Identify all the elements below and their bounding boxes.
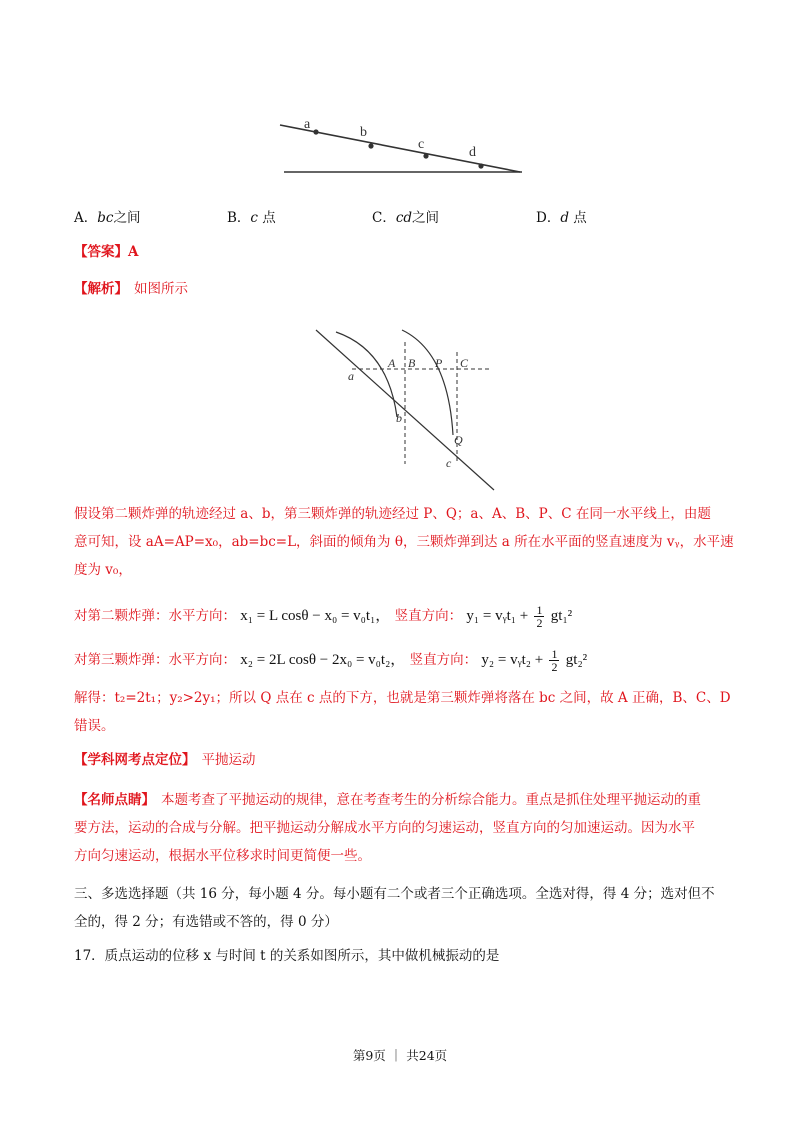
eq2-fraction [549, 648, 559, 673]
trajectory-second-bomb [336, 332, 397, 417]
fig2-label-B: B [408, 356, 416, 370]
point-b [368, 143, 373, 148]
eq1-horizontal: x₁ = L cosθ − x₀ = v₀t₁， [240, 608, 391, 624]
option-b[interactable] [227, 206, 276, 226]
solution-line-1: 解得：t₂=2t₁；y₂>2y₁；所以 Q 点在 c 点的下方，也就是第三颗炸弹将落在 bc 之间，故 A 正确，B、C、D [74, 690, 731, 706]
eq1-prefix: 对第二颗炸弹：水平方向： [74, 608, 236, 624]
incline-figure-1 [270, 108, 530, 180]
question-17: 17．质点运动的位移 x 与时间 t 的关系如图所示，其中做机械振动的是 [74, 948, 500, 964]
eq2-frac-den: 2 [551, 660, 558, 674]
explanation-line-3: 度为 v₀， [74, 562, 132, 578]
topic-text: 平抛运动 [201, 752, 256, 768]
topic-label: 【学科网考点定位】 [74, 752, 196, 768]
answer-line [74, 242, 138, 262]
teacher-line-2: 要方法，运动的合成与分解。把平抛运动分解成水平方向的匀速运动，竖直方向的匀加速运动。因为水平 [74, 820, 695, 836]
option-d-var: d [560, 210, 569, 226]
fig2-label-P: P [435, 356, 443, 370]
analysis-line [74, 279, 188, 299]
option-c-text: 之间 [412, 210, 440, 226]
eq2-mid: 竖直方向： [409, 652, 478, 668]
eq1-vertical: y₁ = vᵧt₁ + [466, 608, 529, 624]
explanation-paragraph [74, 500, 734, 584]
section-3-line-2: 全的，得 2 分；有选错或不答的，得 0 分） [74, 914, 338, 930]
eq2-frac-num: 1 [551, 647, 558, 661]
option-b-text: 点 [257, 210, 276, 226]
option-a[interactable] [74, 206, 140, 226]
point-a [313, 129, 318, 134]
equation-second-bomb [74, 604, 572, 629]
solution-paragraph [74, 684, 754, 740]
eq1-fraction [534, 604, 544, 629]
point-c [423, 153, 428, 158]
answer-value: A [128, 244, 139, 260]
eq1-mid: 竖直方向： [394, 608, 463, 624]
fig2-label-A: A [388, 356, 396, 370]
explanation-line-1: 假设第二颗炸弹的轨迹经过 a、b，第三颗炸弹的轨迹经过 P、Q；a、A、B、P、C 在同一水平线上，由题 [74, 506, 711, 522]
label-b: b [360, 125, 367, 140]
eq1-tail: gt₁² [550, 608, 573, 624]
option-d-key: D． [536, 210, 561, 226]
eq2-horizontal: x₂ = 2L cosθ − 2x₀ = v₀t₂， [240, 652, 406, 668]
incline-line-2 [316, 330, 494, 490]
option-d-text: 点 [568, 210, 587, 226]
teacher-line-3: 方向匀速运动，根据水平位移求时间更简便一些。 [74, 848, 371, 864]
trajectory-third-bomb [402, 330, 453, 435]
label-a: a [304, 117, 311, 132]
eq2-tail: gt₂² [565, 652, 588, 668]
section-3-line-1: 三、多选选择题（共 16 分，每小题 4 分。每小题有二个或者三个正确选项。全选对得，得 4 分；选对但不 [74, 886, 715, 902]
label-c: c [418, 137, 425, 152]
analysis-text: 如图所示 [134, 281, 188, 297]
point-d [478, 163, 483, 168]
option-b-key: B． [227, 210, 251, 226]
option-d[interactable] [536, 206, 587, 226]
eq2-prefix: 对第三颗炸弹：水平方向： [74, 652, 236, 668]
fig2-label-C: C [460, 356, 469, 370]
fig2-label-c: c [446, 456, 452, 470]
option-b-var: c [250, 210, 258, 226]
teacher-line-1: 本题考查了平抛运动的规律，意在考查考生的分析综合能力。重点是抓住处理平抛运动的重 [161, 792, 701, 808]
section-3-heading [74, 880, 754, 936]
option-a-var: bc [97, 210, 114, 226]
teacher-note [74, 786, 754, 870]
option-c-var: cd [395, 210, 413, 226]
teacher-label: 【名师点睛】 [74, 792, 155, 808]
eq2-vertical: y₂ = vᵧt₂ + [481, 652, 544, 668]
option-c-key: C． [372, 210, 396, 226]
label-d: d [469, 145, 476, 160]
equation-third-bomb [74, 648, 587, 673]
page-footer: 第9页 ｜ 共24页 [352, 1048, 448, 1063]
explanation-line-2: 意可知，设 aA=AP=x₀，ab=bc=L，斜面的倾角为 θ，三颗炸弹到达 a 所在水平面的竖直速度为 vᵧ，水平速 [74, 534, 734, 550]
option-a-key: A． [74, 210, 98, 226]
fig2-label-b: b [396, 411, 402, 425]
option-c[interactable] [372, 206, 439, 226]
answer-label: 【答案】 [74, 244, 128, 260]
eq1-frac-num: 1 [536, 603, 543, 617]
analysis-label: 【解析】 [74, 281, 128, 297]
fig2-label-a: a [348, 369, 354, 383]
solution-line-2: 错误。 [74, 718, 115, 734]
trajectory-figure-2 [312, 322, 502, 494]
eq1-frac-den: 2 [536, 616, 543, 630]
option-a-text: 之间 [113, 210, 141, 226]
fig2-label-Q: Q [454, 433, 463, 447]
topic-line [74, 750, 256, 770]
